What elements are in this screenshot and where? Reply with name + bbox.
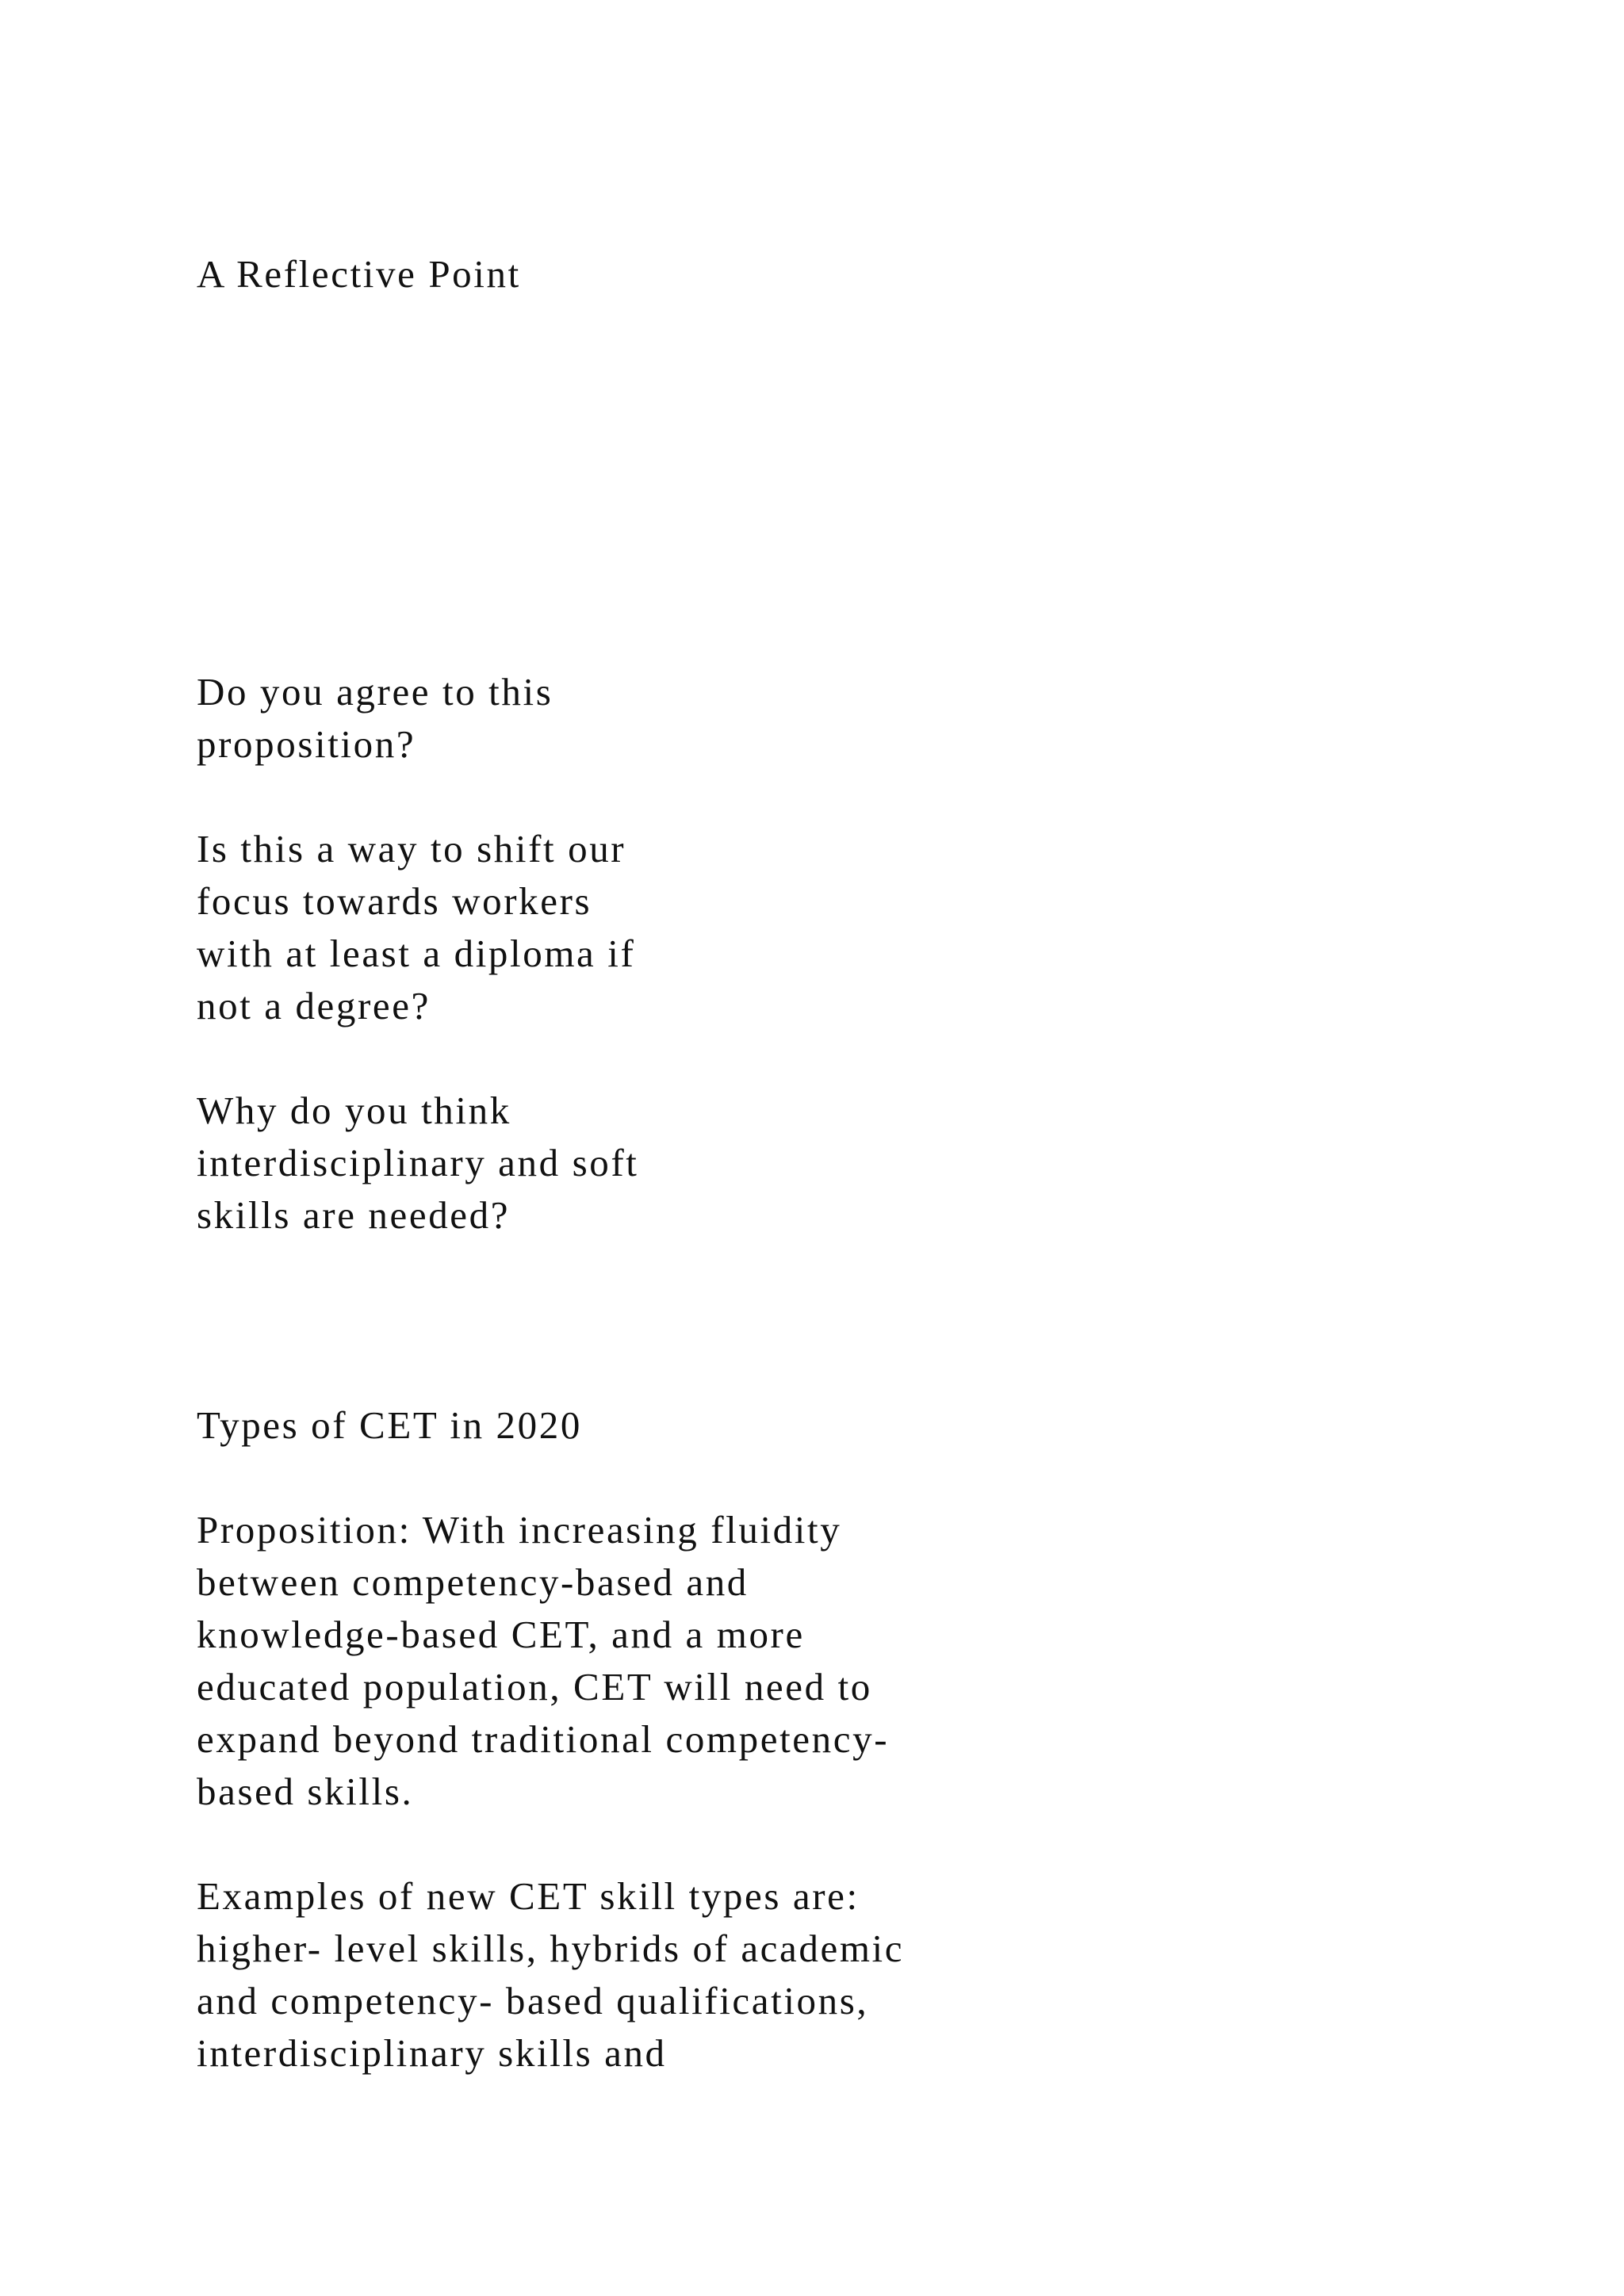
proposition-line-4: educated population, CET will need to bbox=[197, 1665, 872, 1709]
page-heading: A Reflective Point bbox=[197, 252, 521, 296]
proposition-line-1: Proposition: With increasing fluidity bbox=[197, 1508, 842, 1552]
question-2-line-1: Is this a way to shift our bbox=[197, 827, 626, 871]
question-3-line-2: interdisciplinary and soft bbox=[197, 1141, 639, 1184]
question-2-line-3: with at least a diploma if bbox=[197, 932, 636, 975]
question-3-line-3: skills are needed? bbox=[197, 1193, 511, 1237]
question-1-line-1: Do you agree to this bbox=[197, 670, 553, 714]
question-2-line-2: focus towards workers bbox=[197, 879, 592, 923]
examples-line-1: Examples of new CET skill types are: bbox=[197, 1874, 860, 1918]
proposition-line-6: based skills. bbox=[197, 1770, 414, 1813]
section-title: Types of CET in 2020 bbox=[197, 1403, 582, 1447]
proposition-line-5: expand beyond traditional competency- bbox=[197, 1717, 890, 1761]
examples-line-4: interdisciplinary skills and bbox=[197, 2031, 667, 2075]
proposition-line-2: between competency-based and bbox=[197, 1560, 749, 1604]
examples-line-3: and competency- based qualifications, bbox=[197, 1979, 869, 2022]
examples-line-2: higher- level skills, hybrids of academic bbox=[197, 1927, 905, 1970]
question-1-line-2: proposition? bbox=[197, 722, 416, 766]
question-2-line-4: not a degree? bbox=[197, 984, 431, 1027]
proposition-line-3: knowledge-based CET, and a more bbox=[197, 1613, 805, 1656]
question-3-line-1: Why do you think bbox=[197, 1089, 511, 1132]
